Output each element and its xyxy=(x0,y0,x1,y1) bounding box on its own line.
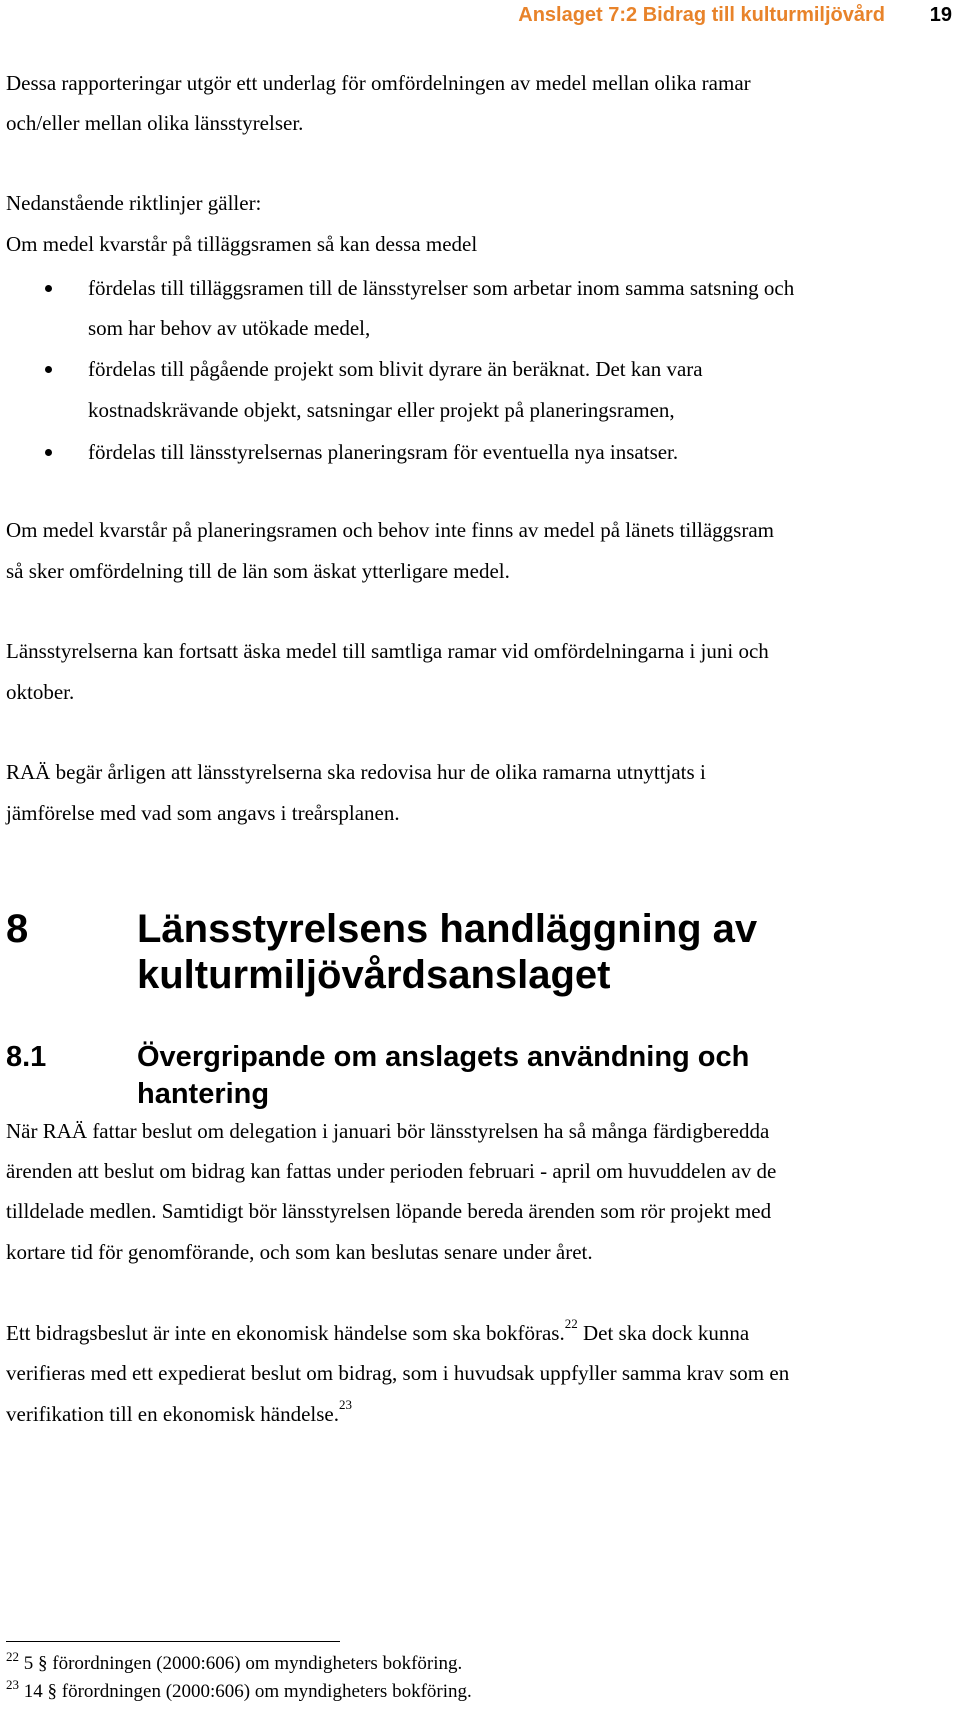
footnote xyxy=(6,1649,463,1676)
footnote-ref[interactable]: 23 xyxy=(339,1397,353,1412)
text-line: verifieras med ett expedierat beslut om bidrag, som i huvudsak uppfyller samma krav som en xyxy=(6,1361,790,1385)
section-title xyxy=(137,906,937,998)
subsection-number: 8.1 xyxy=(6,1041,47,1073)
text-line: fördelas till pågående projekt som blivit dyrare än beräknat. Det kan vara xyxy=(88,357,703,381)
text-span: Det ska dock kunna xyxy=(577,1321,750,1345)
heading-line: hantering xyxy=(137,1078,270,1110)
heading-line: Länsstyrelsens handläggning av xyxy=(137,907,758,951)
heading-line: kulturmiljövårdsanslaget xyxy=(137,953,611,997)
heading-line: Övergripande om anslagets användning och xyxy=(137,1041,750,1073)
text-line: Länsstyrelserna kan fortsatt äska medel till samtliga ramar vid omfördelningarna i juni och xyxy=(6,639,769,663)
text-line: så sker omfördelning till de län som äskat ytterligare medel. xyxy=(6,559,510,583)
text-line: När RAÄ fattar beslut om delegation i januari bör länsstyrelsen ha så många färdigberedda xyxy=(6,1119,770,1143)
text-line xyxy=(6,1311,951,1355)
subsection-title xyxy=(137,1039,937,1113)
text-line: RAÄ begär årligen att länsstyrelserna ska redovisa hur de olika ramarna utnyttjats i xyxy=(6,760,706,784)
header-title: Anslaget 7:2 Bidrag till kulturmiljövård xyxy=(518,4,885,26)
text-span: verifikation till en ekonomisk händelse. xyxy=(6,1402,340,1426)
text-line: kortare tid för genomförande, och som kan beslutas senare under året. xyxy=(6,1240,593,1264)
page-number: 19 xyxy=(929,4,952,26)
text-line: Om medel kvarstår på planeringsramen och behov inte finns av medel på länets tilläggsram xyxy=(6,518,775,542)
footnote-text: 14 § förordningen (2000:606) om myndigheters bokföring. xyxy=(19,1681,472,1702)
bullet-icon xyxy=(45,366,52,373)
text-line: fördelas till tilläggsramen till de länsstyrelser som arbetar inom samma satsning och xyxy=(88,276,795,300)
footnote-ref[interactable]: 22 xyxy=(564,1316,578,1331)
footnote-number: 23 xyxy=(6,1677,19,1692)
footnote-divider xyxy=(6,1641,340,1642)
bullet-icon xyxy=(45,449,52,456)
text-line: tilldelade medlen. Samtidigt bör länsstyrelsen löpande bereda ärenden som rör projekt med xyxy=(6,1199,772,1223)
page-header xyxy=(0,4,960,34)
footnote-number: 22 xyxy=(6,1649,19,1664)
bullet-icon xyxy=(45,285,52,292)
text-line: Nedanstående riktlinjer gäller: xyxy=(6,191,262,215)
text-line: ärenden att beslut om bidrag kan fattas under perioden februari - april om huvuddelen av de xyxy=(6,1159,777,1183)
text-line: som har behov av utökade medel, xyxy=(88,316,371,340)
section-number: 8 xyxy=(6,907,29,951)
text-line: fördelas till länsstyrelsernas planeringsram för eventuella nya insatser. xyxy=(88,440,679,464)
text-line: oktober. xyxy=(6,680,75,704)
text-span: Ett bidragsbeslut är inte en ekonomisk händelse som ska bokföras. xyxy=(6,1321,565,1345)
footnote-text: 5 § förordningen (2000:606) om myndigheters bokföring. xyxy=(19,1653,463,1674)
text-line: kostnadskrävande objekt, satsningar eller projekt på planeringsramen, xyxy=(88,398,675,422)
text-line: Dessa rapporteringar utgör ett underlag för omfördelningen av medel mellan olika ramar xyxy=(6,71,751,95)
text-line: Om medel kvarstår på tilläggsramen så kan dessa medel xyxy=(6,232,478,256)
text-line: jämförelse med vad som angavs i treårsplanen. xyxy=(6,801,400,825)
text-line xyxy=(6,1392,951,1436)
text-line: och/eller mellan olika länsstyrelser. xyxy=(6,111,304,135)
footnote xyxy=(6,1677,472,1704)
